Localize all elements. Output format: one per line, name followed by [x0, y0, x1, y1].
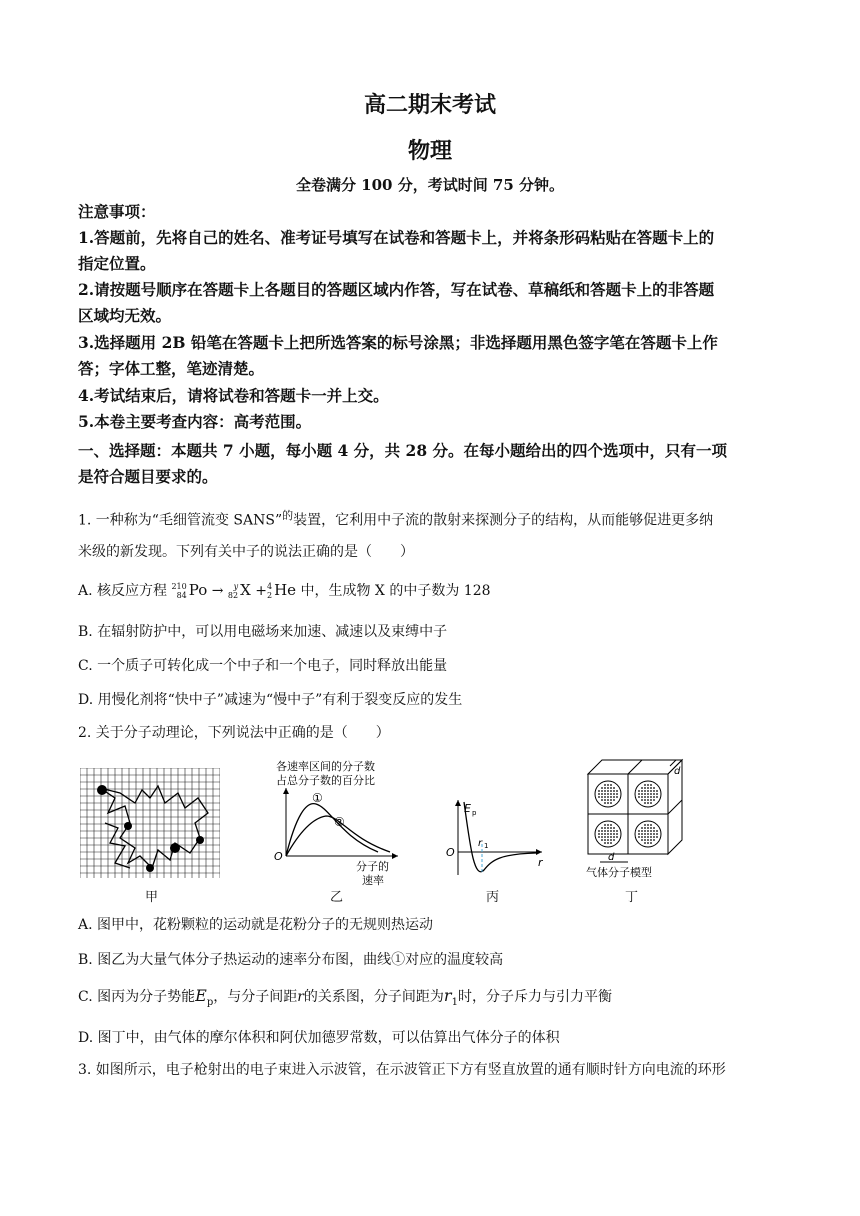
q1-option-a: A. 核反应方程 210 84 Po → y 82 X + 4 2 He 中，生成物 X 的中子数为 128 [78, 581, 491, 600]
subject-title: 物理 [407, 138, 452, 164]
figure-yi-speed-distribution [268, 756, 408, 888]
notice-item-2a: 2.请按题号顺序在答题卡上各题目的答题区域内作答，写在试卷、草稿纸和答题卡上的非答题 [78, 280, 715, 299]
q1-option-d: D. 用慢化剂将“快中子”减速为“慢中子”有利于裂变反应的发生 [78, 692, 463, 708]
ding-caption: 气体分子模型 [586, 866, 652, 879]
yi-origin: O [274, 850, 283, 863]
q2-stem: 2. 关于分子动理论，下列说法中正确的是（ ） [78, 725, 390, 741]
q2-option-a: A. 图甲中，花粉颗粒的运动就是花粉分子的无规则热运动 [78, 917, 434, 933]
figure-bing-label: 丙 [486, 890, 500, 905]
yi-xlabel-1: 分子的 [356, 860, 389, 873]
q2-option-d: D. 图丁中，由气体的摩尔体积和阿伏加德罗常数，可以估算出气体分子的体积 [78, 1030, 560, 1046]
q1-stem-sup: 的 [282, 509, 294, 522]
bing-ylabel: E [464, 802, 471, 815]
yi-ylabel-2: 占总分子数的百分比 [276, 774, 375, 787]
q1-stem-a: 1. 一种称为“毛细管流变 SANS”$^的$装置，它利用中子流的散射来探测分子的结构，从而能够促进更多纳 [78, 509, 714, 529]
yi-curve-2-label: ② [334, 815, 345, 829]
ding-d-bottom: d [608, 852, 615, 863]
q1-option-b: B. 在辐射防护中，可以用电磁场来加速、减速以及束缚中子 [78, 624, 448, 640]
q1-stem-b: 米级的新发现。下列有关中子的说法正确的是（ ） [78, 544, 414, 560]
notice-item-2b: 区域均无效。 [78, 306, 172, 325]
figure-bing-potential-energy [440, 790, 550, 885]
yi-ylabel-1: 各速率区间的分子数 [276, 760, 375, 773]
notice-item-1b: 指定位置。 [78, 254, 156, 273]
figure-ding-gas-model [580, 752, 690, 882]
notice-item-1a: 1.答题前，先将自己的姓名、准考证号填写在试卷和答题卡上，并将条形码粘贴在答题卡上的 [78, 228, 715, 247]
q1-option-c: C. 一个质子可转化成一个中子和一个电子，同时释放出能量 [78, 658, 448, 674]
bing-origin: O [446, 846, 455, 859]
figure-yi-label: 乙 [330, 890, 344, 905]
notice-item-3b: 答；字体工整，笔迹清楚。 [78, 359, 265, 378]
ding-d-top: d [674, 766, 681, 777]
figure-jia-label: 甲 [145, 890, 159, 905]
section-1-heading-b: 是符合题目要求的。 [78, 467, 218, 486]
q2-option-b: B. 图乙为大量气体分子热运动的速率分布图，曲线①对应的温度较高 [78, 952, 504, 968]
exam-title: 高二期末考试 [363, 92, 496, 118]
figure-ding-label: 丁 [625, 890, 639, 905]
section-1-heading-a: 一、选择题：本题共 7 小题，每小题 4 分，共 28 分。在每小题给出的四个选项中，只有一项 [78, 441, 728, 460]
po-nuclide-numbers: 210 84 [171, 582, 187, 600]
curve-1 [286, 804, 378, 856]
notice-heading: 注意事项： [78, 202, 156, 221]
notice-item-5: 5.本卷主要考查内容：高考范围。 [78, 412, 312, 431]
notice-item-3a: 3.选择题用 2B 铅笔在答题卡上把所选答案的标号涂黑；非选择题用黑色签字笔在答题卡上作 [78, 333, 718, 352]
notice-item-4: 4.考试结束后，请将试卷和答题卡一并上交。 [78, 386, 389, 405]
q2-option-c: C. 图丙为分子势能$E_p$，与分子间距r的关系图，分子间距为$r_1$时，分子斥力与引力平衡 [78, 986, 612, 1008]
bing-r1: r [478, 838, 483, 849]
q3-stem-a: 3. 如图所示，电子枪射出的电子束进入示波管，在示波管正下方有竖直放置的通有顺时针方向电流的环形 [78, 1062, 726, 1078]
score-info: 全卷满分 100 分，考试时间 75 分钟。 [295, 176, 565, 194]
bing-xlabel: r [538, 856, 543, 869]
he-nuclide-numbers: 4 2 [266, 582, 273, 600]
x-nuclide-numbers: y 82 [227, 582, 239, 600]
yi-curve-1-label: ① [312, 791, 323, 805]
yi-xlabel-2: 速率 [362, 874, 384, 887]
bing-r1-sub: 1 [484, 842, 489, 850]
bing-ylabel-sub: p [472, 809, 477, 817]
figure-jia-brownian-motion [80, 768, 220, 878]
